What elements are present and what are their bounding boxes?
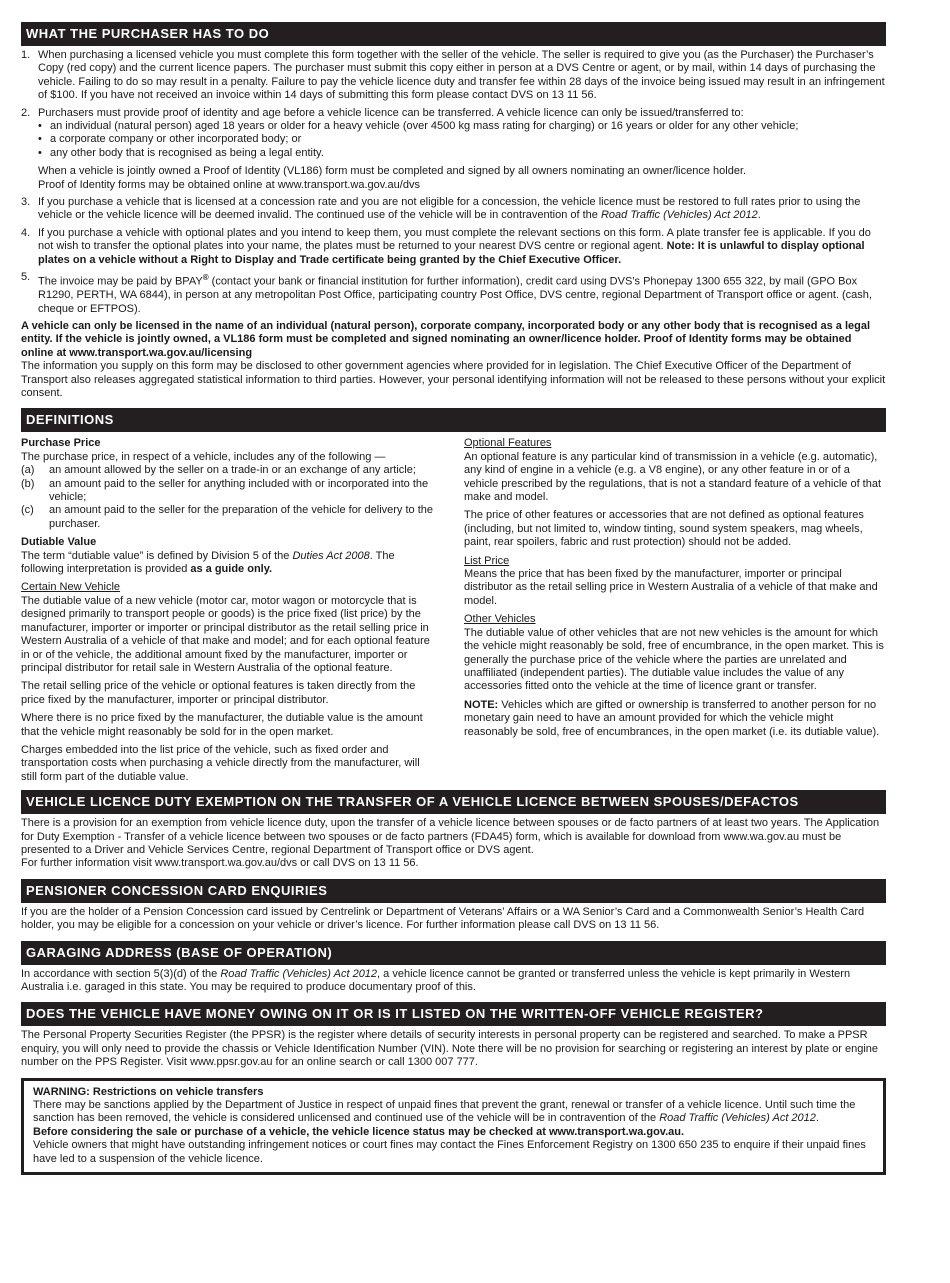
- warning-text-a: There may be sanctions applied by the Department of Justice in respect of unpaid fines that prevent the grant, renewal or transfer of a vehicle licence. Until such time the sanction has been removed, the vehicle is considered unlicensed and continued use of the vehicle will be in contravention of the: [33, 1099, 856, 1125]
- bullet-item: • any other body that is recognised as being a legal entity.: [38, 147, 886, 160]
- money-owing-section: [21, 1002, 886, 1069]
- dutiable-value-text: [21, 550, 435, 577]
- item-text: If you purchase a vehicle that is licensed at a concession rate and you are not eligible for a concession, the vehicle licence must be restored to full rates prior to using the vehicle or the vehicle licence will be deemed invalid. The continued use of the vehicle will be in contravention of the: [38, 196, 861, 222]
- definitions-right-column: [464, 437, 886, 784]
- other-vehicles-title: Other Vehicles: [464, 613, 536, 626]
- optional-plates-note: Note: It is unlawful to display optional plates on a vehicle without a Right to Display and Trade certificate being granted by the Chief Executive Officer.: [38, 240, 865, 266]
- dv-text-a: The term “dutiable value” is defined by Division 5 of the: [21, 549, 293, 562]
- document-page: [21, 22, 886, 1175]
- bullet-item: • an individual (natural person) aged 18 years or older for a heavy vehicle (over 4500 kg mass rating for charging) or 16 years or older for any other vehicle;: [38, 120, 886, 133]
- certain-new-p1: The dutiable value of a new vehicle (motor car, motor wagon or motorcycle that is designed primarily to transport people or goods) is the price fixed (list price) by the manufacturer, importer or importer or principal distributor as the retail selling price in Western Australia of a vehicle of that make and model; and for each optional feature in or of the vehicle, the additional amount fixed by the manufacturer, importer or principal distributor for retail sale in Western Australia of the optional feature.: [21, 594, 430, 674]
- purchaser-list: [21, 49, 886, 316]
- note-label: NOTE:: [464, 698, 499, 711]
- exemption-p2: For further information visit www.transport.wa.gov.au/dvs or call DVS on 13 11 56.: [21, 857, 419, 870]
- optional-features-title: Optional Features: [464, 437, 552, 450]
- certain-new-p3: Where there is no price fixed by the manufacturer, the dutiable value is the amount that the vehicle might reasonably be sold for in the open market.: [21, 712, 423, 738]
- purchaser-item-3: [21, 196, 886, 223]
- ppsr-info: The Personal Property Securities Register (the PPSR) is the register where details of security interests in personal property can be registered and searched. To make a PPSR enquiry, you will only need to provide the chassis or Vehicle Identification Number (VIN). Note there will be no provision for searching or registering an interest by plate or engine number on the PPS Register. Visit www.ppsr.gov.au for an online search or call 1300 007 777.: [21, 1029, 879, 1069]
- pensioner-heading: PENSIONER CONCESSION CARD ENQUIRIES: [21, 879, 886, 903]
- optional-features-p1: An optional feature is any particular kind of transmission in a vehicle (e.g. automatic), any kind of engine in a vehicle (e.g. a V8 engine), or any other feature in or of a vehicle prescribed by the regulations, that is not a standard feature of a vehicle of that make and model.: [464, 450, 882, 504]
- list-price-p1: Means the price that has been fixed by the manufacturer, importer or principal distributor as the retail selling price in Western Australia of a vehicle of that make and model.: [464, 568, 878, 607]
- warning-fines-registry: Vehicle owners that might have outstanding infringement notices or court fines may contact the Fines Enforcement Registry on 1300 650 235 to enquire if their unpaid fines have led to a suspension of the vehicle licence.: [33, 1139, 866, 1165]
- item-letter: (c): [21, 504, 34, 517]
- item-text: an amount allowed by the seller on a trade-in or an exchange of any article;: [49, 464, 416, 477]
- item-text-end: .: [757, 209, 761, 222]
- purchaser-heading: WHAT THE PURCHASER HAS TO DO: [21, 22, 886, 46]
- garaging-p1: [21, 968, 886, 995]
- gift-note: [464, 699, 886, 739]
- act-name: Road Traffic (Vehicles) Act 2012: [600, 209, 758, 222]
- bullet-item: • a corporate company or other incorporated body; or: [38, 133, 886, 146]
- definitions-heading: DEFINITIONS: [21, 408, 886, 432]
- privacy-statement: The information you supply on this form may be disclosed to other government agencies where provided for in legislation. The Chief Executive Officer of the Department of Transport also releases aggregated statistical information to third parties. However, your personal identifying information will not be released to these persons without your explicit consent.: [21, 360, 886, 399]
- certain-new-p4: Charges embedded into the list price of the vehicle, such as fixed order and transportation costs when purchasing a vehicle directly from the manufacturer, will still form part of the dutiable value.: [21, 743, 420, 783]
- definitions-columns: [21, 437, 886, 784]
- licensing-requirement: A vehicle can only be licensed in the name of an individual (natural person), corporate company, incorporated body or any other body that is recognised as a legal entity. If the vehicle is jointly owned, a VL186 form must be completed and signed nominating an owner/licence holder. Proof of Identity forms may be obtained online at www.transport.wa.gov.au/licensing: [21, 319, 871, 359]
- warning-sanctions: [33, 1099, 874, 1126]
- act-name: Road Traffic (Vehicles) Act 2012: [659, 1112, 816, 1125]
- item-text: Purchasers must provide proof of identity and age before a vehicle licence can be transferred. A vehicle licence can only be issued/transferred to:: [38, 106, 744, 119]
- certain-new-p2: The retail selling price of the vehicle or optional features is taken directly from the price fixed by the manufacturer, importer or principal distributor.: [21, 680, 416, 706]
- other-vehicles-p1: The dutiable value of other vehicles that are not new vehicles is the amount for which the vehicle might reasonably be sold, free of encumbrance, in the open market. This is generally the purchase price of the vehicle where the parties are unrelated and unaffiliated (independent parties). The dutiable value includes the value of any accessories fitted onto the vehicle at the time of licence grant or transfer.: [464, 626, 884, 693]
- item-text: When purchasing a licensed vehicle you must complete this form together with the seller of the vehicle. The seller is required to give you (as the Purchaser) the Purchaser’s Copy (red copy) and the current licence papers. The purchaser must submit this copy either in person at a DVS Centre or agent, or by mail, within 14 days of purchasing the vehicle. Failing to do so may result in a penalty. Failure to pay the vehicle licence duty and transfer fee within 28 days of the invoice being issued may result in an infringement of $100. If you have not received an invoice within 14 days of submitting this form please contact DVS on 13 11 56.: [38, 49, 885, 102]
- warning-text-b: .: [815, 1112, 819, 1125]
- joint-owner-note: When a vehicle is jointly owned a Proof of Identity (VL186) form must be completed and signed by all owners nominating an owner/licence holder.: [38, 165, 747, 178]
- purchase-price-item: [21, 478, 435, 505]
- purchase-price-item: [21, 464, 435, 477]
- note-text: Vehicles which are gifted or ownership is transferred to another person for no monetary gain need to have an amount provided for which the vehicle might reasonably be sold, free of encumbrances, in the open market (i.e. its dutiable value).: [464, 698, 880, 738]
- item-text: If you purchase a vehicle with optional plates and you intend to keep them, you must complete the relevant sections on this form. A plate transfer fee is applicable. If you do not wish to transfer the optional plates into your name, the plates must be returned to your nearest DVS centre or regional agent.: [38, 226, 871, 253]
- item-text: The invoice may be paid by BPAY: [38, 275, 203, 288]
- purchase-price-title: Purchase Price: [21, 437, 101, 450]
- purchase-price-list: [21, 464, 435, 531]
- purchase-price-item: [21, 504, 435, 531]
- garaging-text-b: , a vehicle licence cannot be granted or transferred unless the vehicle is kept primarily in Western Australia i.e. garaged in this state. You may be required to produce documentary proof of this.: [21, 967, 851, 993]
- exemption-heading: VEHICLE LICENCE DUTY EXEMPTION ON THE TRANSFER OF A VEHICLE LICENCE BETWEEN SPOUSES/DEFACTOS: [21, 790, 886, 814]
- garaging-text-a: In accordance with section 5(3)(d) of the: [21, 967, 221, 980]
- item-number: 5.: [21, 271, 31, 284]
- item-text: an amount paid to the seller for anything included with or incorporated into the vehicle;: [49, 477, 429, 504]
- purchaser-item-5: [21, 271, 886, 316]
- optional-features-p2: The price of other features or accessories that are not defined as optional features (including, but not limited to, window tinting, sound system speakers, mag wheels, paint, rear spoilers, fabric and rust protection) should not be added.: [464, 509, 864, 549]
- purchaser-item-1: [21, 49, 886, 103]
- certain-new-vehicle-title: Certain New Vehicle: [21, 581, 121, 594]
- item-number: 2.: [21, 106, 31, 119]
- garaging-heading: GARAGING ADDRESS (BASE OF OPERATION): [21, 941, 886, 965]
- dutiable-value-title: Dutiable Value: [21, 536, 97, 549]
- warning-check-status: Before considering the sale or purchase of a vehicle, the vehicle licence status may be checked at www.transport.wa.gov.au.: [33, 1125, 685, 1138]
- definitions-left-column: [21, 437, 435, 784]
- eligibility-bullets: [38, 120, 886, 160]
- purchaser-item-2: [21, 107, 886, 192]
- list-price-title: List Price: [464, 554, 510, 567]
- registered-mark: ®: [202, 273, 209, 283]
- item-letter: (b): [21, 477, 35, 490]
- garaging-section: [21, 941, 886, 995]
- act-name: Duties Act 2008: [292, 549, 370, 562]
- exemption-section: [21, 790, 886, 871]
- item-text-cont: (contact your bank or financial institution for further information), credit card using DVS’s Phonepay 1300 655 322, by mail (GPO Box R1290, PERTH, WA 6844), in person at any metropolitan Post Office, participating country Post Office, DVS centre, regional Department of Transport office or agent. (cash, cheque or EFTPOS).: [38, 275, 872, 315]
- pensioner-section: [21, 879, 886, 933]
- poi-forms-note: Proof of Identity forms may be obtained online at www.transport.wa.gov.au/dvs: [38, 178, 420, 191]
- item-number: 1.: [21, 49, 31, 61]
- warning-title: WARNING: Restrictions on vehicle transfers: [33, 1085, 264, 1098]
- item-number: 4.: [21, 226, 31, 239]
- purchaser-item-4: [21, 227, 886, 267]
- dv-text-b: . The following interpretation is provided: [21, 549, 395, 576]
- purchaser-section: [21, 22, 886, 400]
- warning-box: [21, 1078, 886, 1175]
- purchase-price-intro: The purchase price, in respect of a vehicle, includes any of the following —: [21, 450, 386, 463]
- act-name: Road Traffic (Vehicles) Act 2012: [220, 967, 378, 980]
- item-letter: (a): [21, 464, 35, 477]
- item-number: 3.: [21, 196, 31, 209]
- pensioner-p1: If you are the holder of a Pension Concession card issued by Centrelink or Department of Veterans’ Affairs or a WA Senior’s Card and a Commonwealth Senior’s Health Card holder, you may be eligible for a concession on your vehicle or driver’s licence. For further information please call DVS on 13 11 56.: [21, 905, 865, 932]
- item-text: an amount paid to the seller for the preparation of the vehicle for delivery to the purchaser.: [49, 504, 434, 530]
- exemption-p1: There is a provision for an exemption from vehicle licence duty, upon the transfer of a vehicle licence between spouses or de facto partners of at least two years. The Application for Duty Exemption - Transfer of a vehicle licence between two spouses or de facto partners (FDA45) form, which is available for download from www.wa.gov.au must be presented to a Driver and Vehicle Services Centre, regional Department of Transport office or DVS agent.: [21, 817, 880, 856]
- dv-guide-note: as a guide only.: [190, 563, 273, 576]
- money-owing-heading: DOES THE VEHICLE HAVE MONEY OWING ON IT OR IS IT LISTED ON THE WRITTEN-OFF VEHICLE REGISTER?: [21, 1002, 886, 1026]
